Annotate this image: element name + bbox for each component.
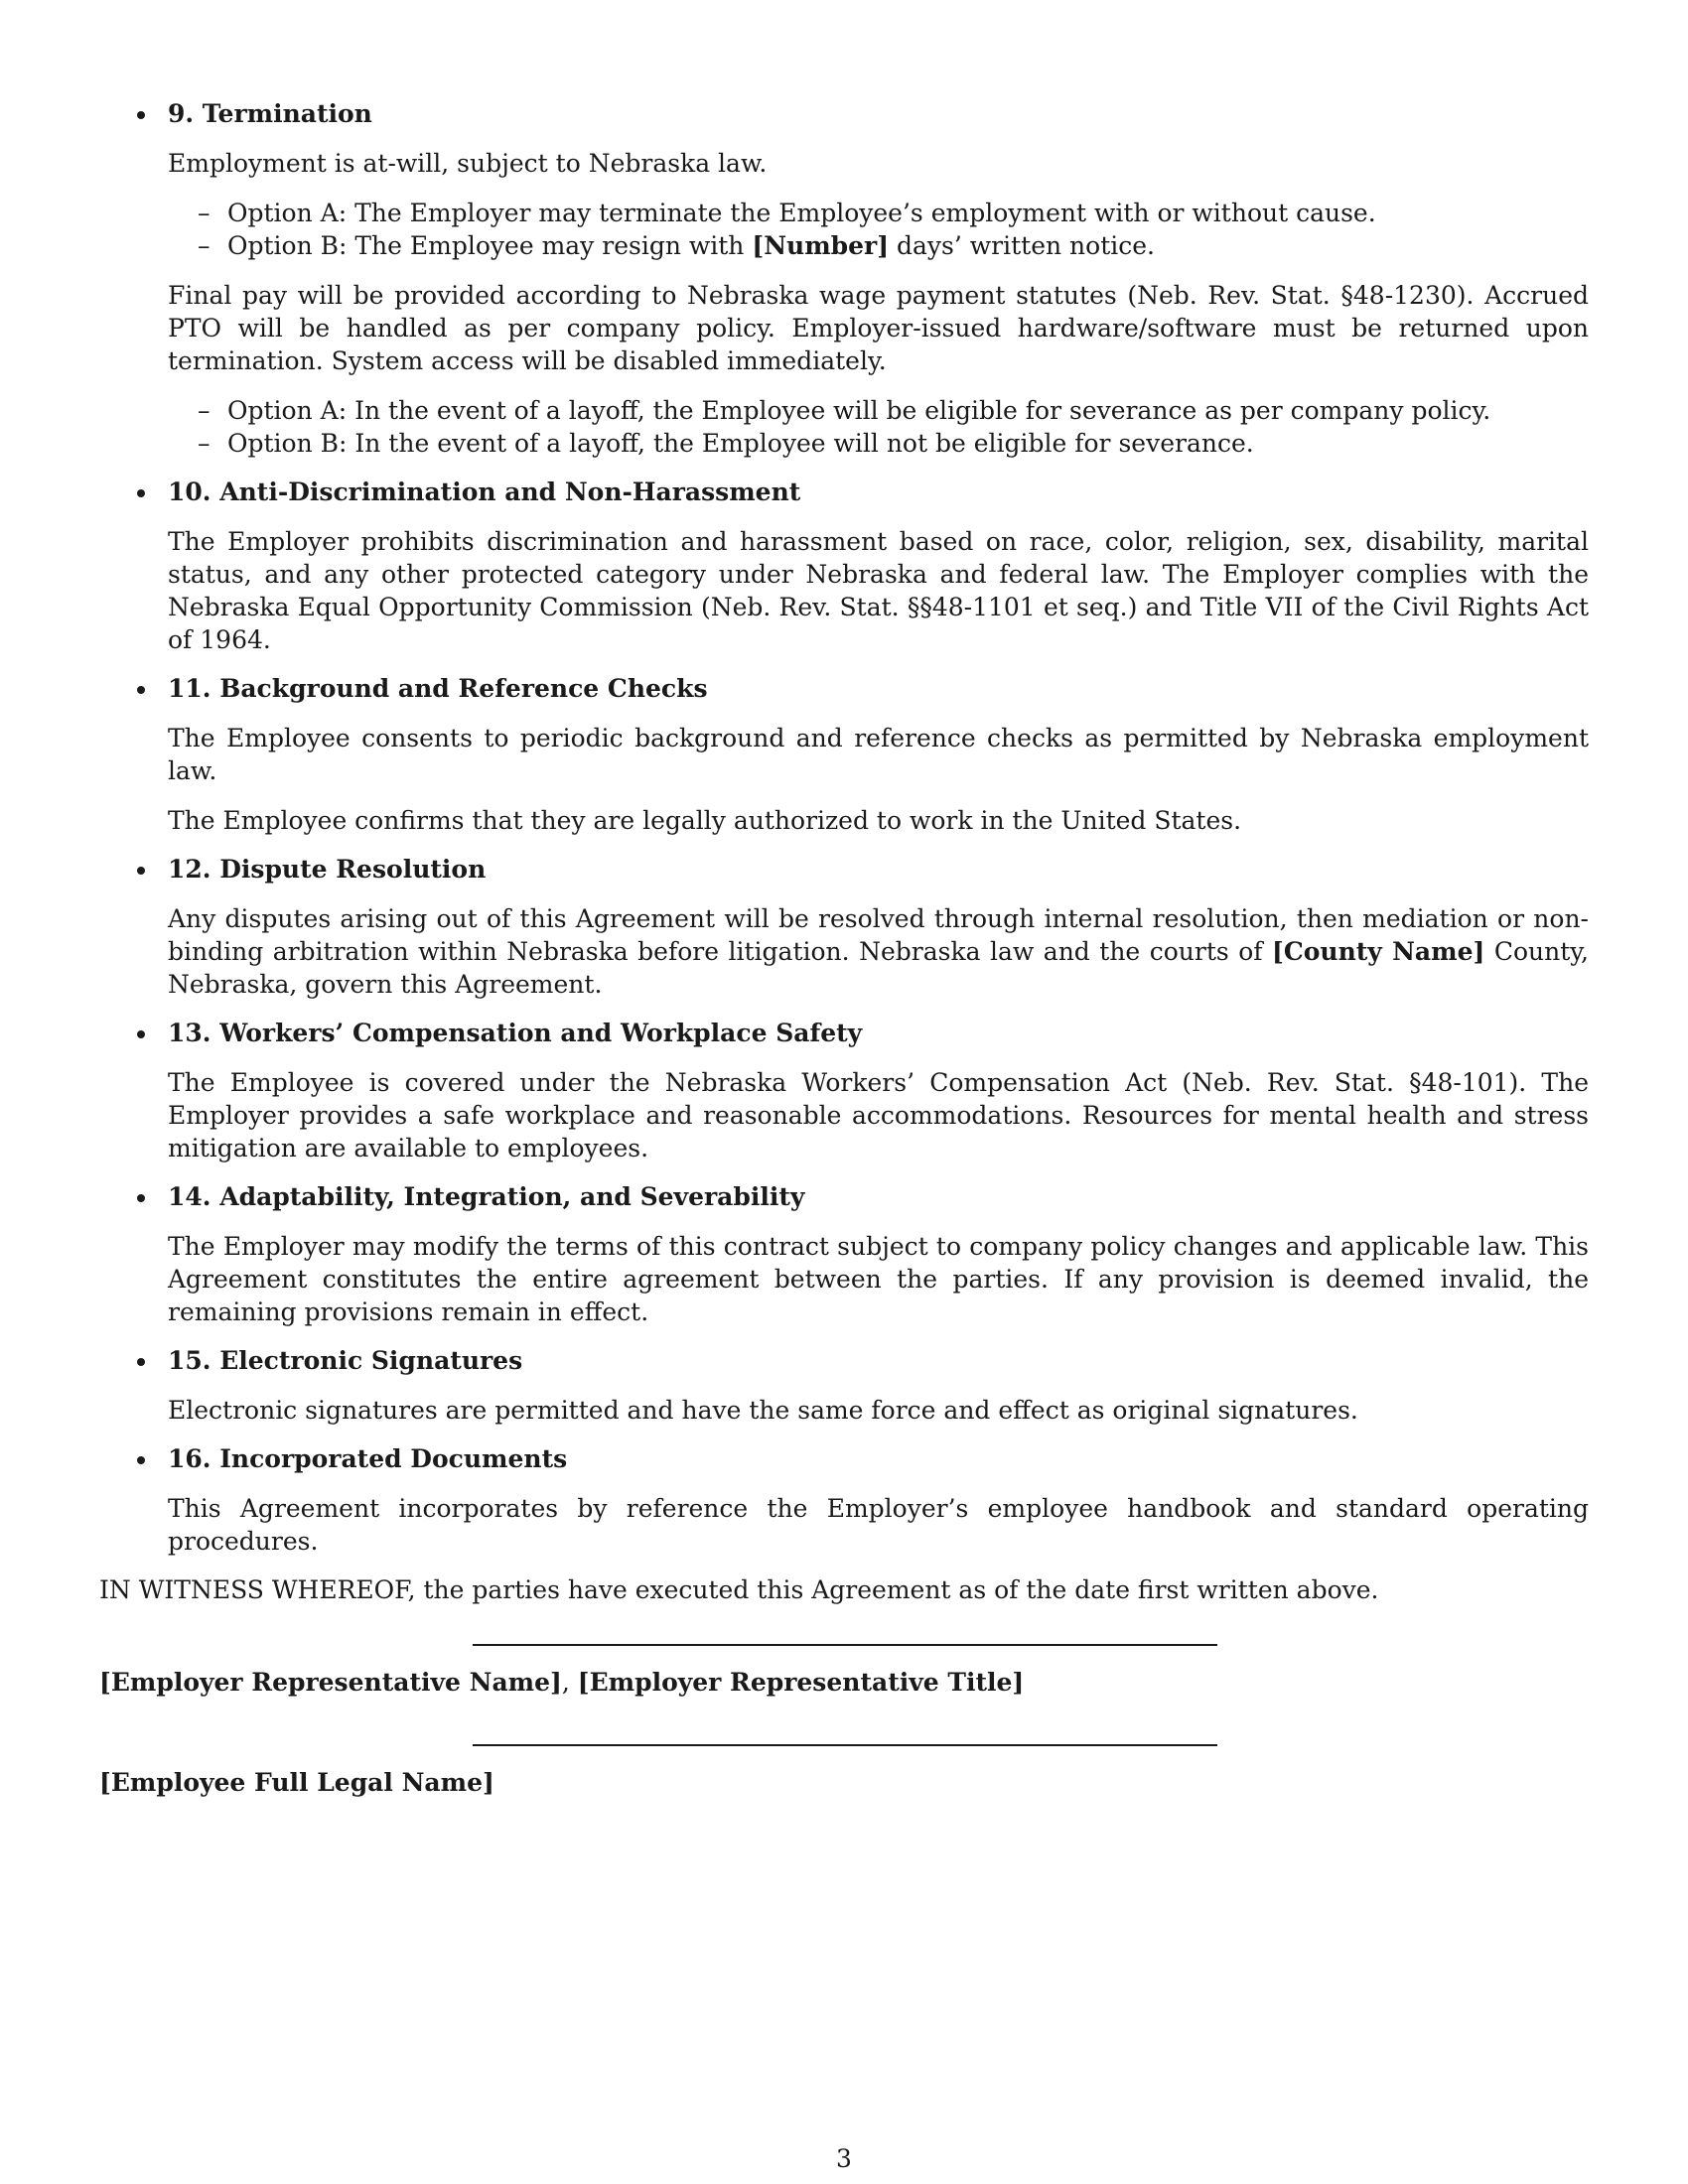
bullet-icon	[137, 489, 145, 497]
employer-representative-title: [Employer Representative Title]	[577, 1668, 1025, 1697]
section-heading	[99, 1017, 1589, 1049]
dash-icon: –	[198, 396, 211, 425]
paragraph-text: County, Nebraska, govern this Agreement.	[168, 937, 1589, 999]
section-heading-text: 11. Background and Reference Checks	[168, 674, 708, 703]
section-heading-text: 14. Adaptability, Integration, and Severability	[168, 1182, 805, 1211]
section-background-checks	[99, 672, 1589, 837]
paragraph	[168, 902, 1589, 1001]
list-item	[168, 197, 1589, 229]
paragraph: The Employee confirms that they are legally authorized to work in the United States.	[168, 806, 1242, 835]
placeholder-number: [Number]	[752, 231, 890, 260]
section-heading	[99, 1180, 1589, 1213]
section-heading-text: 13. Workers’ Compensation and Workplace Safety	[168, 1019, 863, 1047]
paragraph: Employment is at-will, subject to Nebraska law.	[168, 149, 768, 178]
bullet-icon	[137, 867, 145, 875]
list-item-text: Option B: The Employee may resign with	[227, 231, 753, 260]
witness-statement: IN WITNESS WHEREOF, the parties have executed this Agreement as of the date first written above.	[99, 1575, 1379, 1604]
section-incorporated-documents	[99, 1442, 1589, 1558]
section-heading-text: 12. Dispute Resolution	[168, 855, 487, 884]
list-item	[168, 229, 1589, 262]
bullet-icon	[137, 1194, 145, 1202]
list-item-text: days’ written notice.	[889, 231, 1155, 260]
list-item	[168, 427, 1589, 460]
paragraph: The Employee is covered under the Nebraska Workers’ Compensation Act (Neb. Rev. Stat. §48-101). The Employer provides a safe workplace and reasonable accommodations. Resources for mental health and stress mitigation are available to employees.	[168, 1068, 1589, 1162]
dash-icon: –	[198, 199, 211, 227]
dash-icon: –	[198, 231, 211, 260]
section-heading	[99, 672, 1589, 705]
placeholder-county-name: [County Name]	[1272, 937, 1485, 966]
bullet-icon	[137, 686, 145, 694]
option-list	[168, 197, 1589, 262]
section-heading-text: 15. Electronic Signatures	[168, 1346, 523, 1375]
paragraph: Final pay will be provided according to Nebraska wage payment statutes (Neb. Rev. Stat. §48-1230). Accrued PTO will be handled as per company policy. Employer-issued hardware/software must be returned upon termination. System access will be disabled immediately.	[168, 281, 1589, 375]
employee-signature-name: [Employee Full Legal Name]	[99, 1768, 494, 1797]
list-item-text: Option A: In the event of a layoff, the Employee will be eligible for severance as per company policy.	[227, 396, 1491, 425]
bullet-icon	[137, 1456, 145, 1464]
name-separator: ,	[561, 1668, 578, 1697]
section-severability	[99, 1180, 1589, 1328]
section-heading	[99, 97, 1589, 130]
bullet-icon	[137, 1358, 145, 1366]
paragraph: Electronic signatures are permitted and have the same force and effect as original signatures.	[168, 1396, 1358, 1425]
employer-signature-line	[473, 1644, 1217, 1646]
paragraph: The Employer prohibits discrimination and harassment based on race, color, religion, sex, disability, marital status, and any other protected category under Nebraska and federal law. The Employer complies with the Nebraska Equal Opportunity Commission (Neb. Rev. Stat. §§48-1101 et seq.) and Title VII of the Civil Rights Act of 1964.	[168, 527, 1589, 654]
employer-representative-name: [Employer Representative Name]	[99, 1668, 562, 1697]
section-termination	[99, 97, 1589, 460]
section-heading	[99, 1442, 1589, 1475]
section-dispute-resolution	[99, 853, 1589, 1001]
list-item	[168, 394, 1589, 427]
section-heading-text: 10. Anti-Discrimination and Non-Harassment	[168, 478, 801, 506]
paragraph: The Employer may modify the terms of this contract subject to company policy changes and applicable law. This Agreement constitutes the entire agreement between the parties. If any provision is deemed invalid, the remaining provisions remain in effect.	[168, 1232, 1589, 1326]
section-heading	[99, 853, 1589, 886]
option-list	[168, 394, 1589, 460]
list-item-text: Option A: The Employer may terminate the Employee’s employment with or without cause.	[227, 199, 1376, 227]
page-number: 3	[836, 2144, 852, 2173]
bullet-icon	[137, 1030, 145, 1038]
section-heading-text: 16. Incorporated Documents	[168, 1444, 568, 1473]
section-workers-compensation	[99, 1017, 1589, 1164]
paragraph: The Employee consents to periodic background and reference checks as permitted by Nebraska employment law.	[168, 724, 1589, 785]
section-electronic-signatures	[99, 1344, 1589, 1427]
bullet-icon	[137, 111, 145, 119]
paragraph-text: Any disputes arising out of this Agreement will be resolved through internal resolution, then mediation or non-binding arbitration within Nebraska before litigation. Nebraska law and the courts of	[168, 904, 1589, 966]
section-heading	[99, 476, 1589, 508]
section-heading	[99, 1344, 1589, 1377]
section-heading-text: 9. Termination	[168, 99, 372, 128]
dash-icon: –	[198, 429, 211, 458]
section-anti-discrimination	[99, 476, 1589, 656]
paragraph: This Agreement incorporates by reference the Employer’s employee handbook and standard operating procedures.	[168, 1494, 1589, 1556]
employee-signature-line	[473, 1744, 1217, 1746]
employer-signature-name	[99, 1666, 1589, 1699]
list-item-text: Option B: In the event of a layoff, the Employee will not be eligible for severance.	[227, 429, 1254, 458]
page-content	[99, 97, 1589, 1844]
